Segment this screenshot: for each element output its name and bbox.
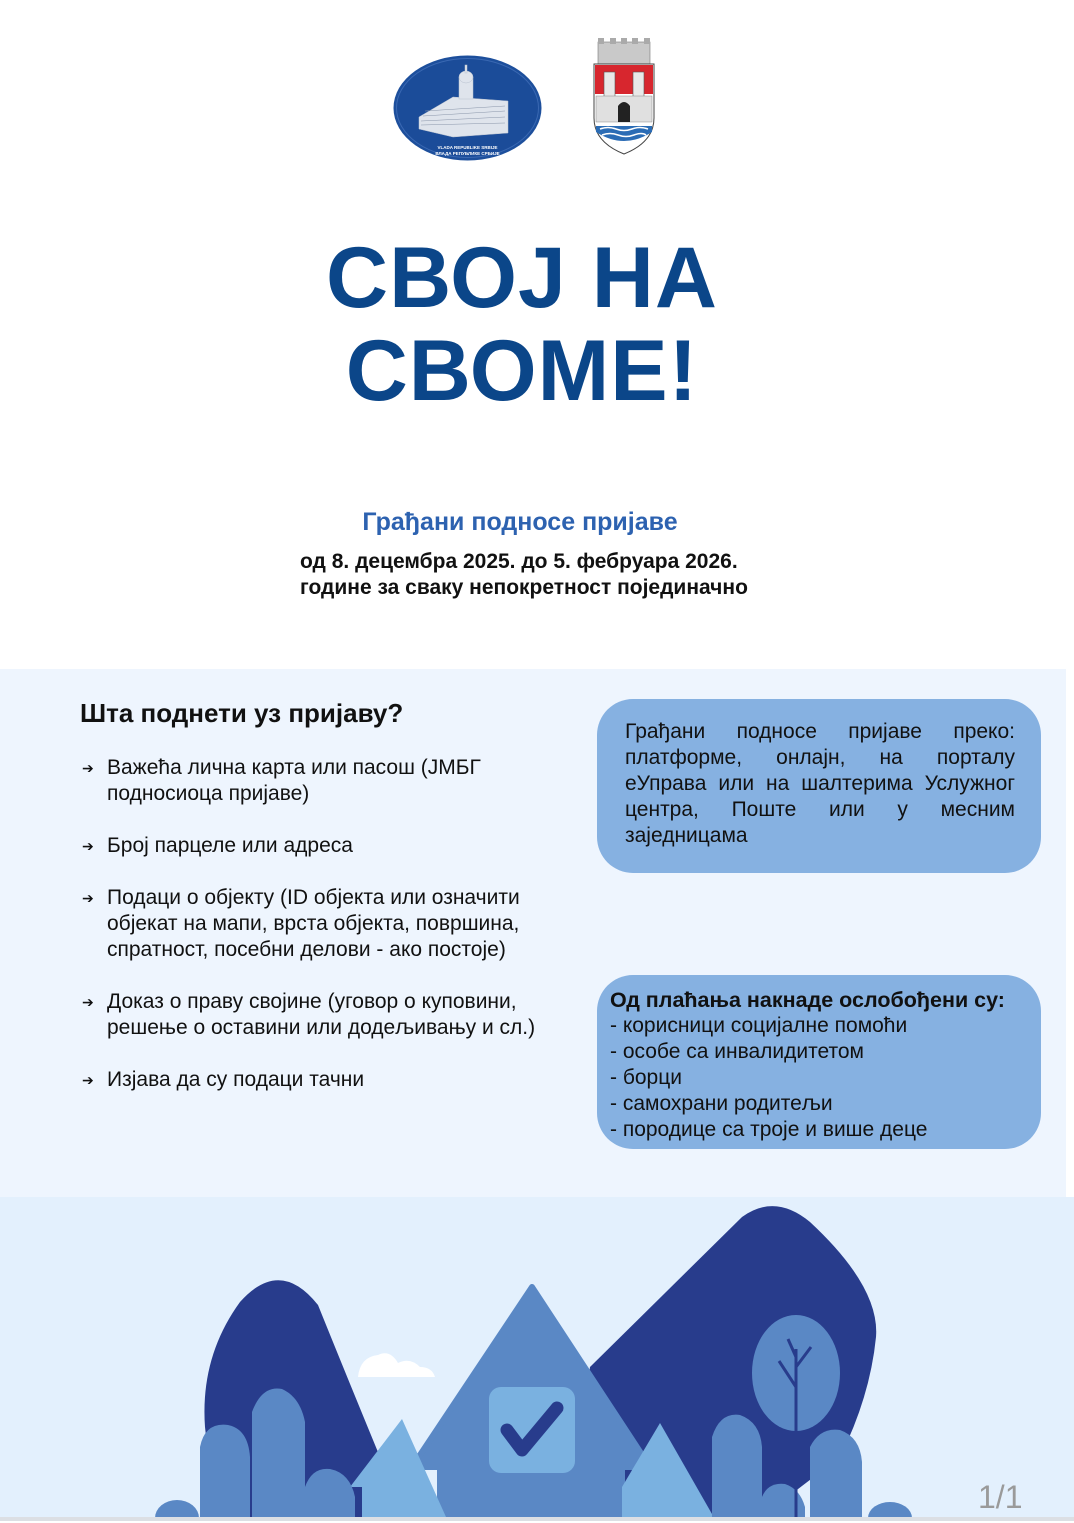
exemption-heading: Од плаћања накнаде ослобођени су: xyxy=(610,988,1005,1012)
government-logo xyxy=(393,55,542,161)
logo-caption-line1: VLADA REPUBLIKE SRBIJE xyxy=(437,145,498,150)
date-range xyxy=(300,549,820,601)
exemption-item: - борци xyxy=(610,1066,682,1089)
submission-channels-text: Грађани подносе пријаве преко: платформе, онлајн, на порталу еУправа или на шалтерима Услужног центра, Поште или у месним заједницама xyxy=(625,720,1015,847)
list-item: ➔ Број парцеле или адреса xyxy=(82,834,353,857)
exemption-item: - породице са троје и више деце xyxy=(610,1118,928,1141)
submission-channels-box xyxy=(597,699,1041,873)
date-line-2: године за сваку непокретност појединачно xyxy=(300,576,748,599)
exemption-item: - корисници социјалне помоћи xyxy=(610,1014,908,1037)
coat-of-arms-icon xyxy=(592,38,656,156)
arrow-right-icon: ➔ xyxy=(82,890,94,906)
arrow-right-icon: ➔ xyxy=(82,994,94,1010)
subtitle: Грађани подносе пријаве xyxy=(362,508,678,536)
list-item: ➔ Доказ о праву својине (уговор о куповини, решење о оставини или додељивању и сл.) xyxy=(82,990,536,1039)
arrow-right-icon: ➔ xyxy=(82,760,94,776)
title-line-2: СВОМЕ! xyxy=(345,323,699,419)
logo-caption-line2: ВЛАДА РЕПУБЛИКЕ СРБИЈЕ xyxy=(435,151,500,156)
list-item: ➔ Подаци о објекту (ID објекта или означити објекат на мапи, врста објекта, површина, спратност, посебни делови - ако постоје) xyxy=(82,886,520,961)
list-item: ➔ Важећа лична карта или пасош (ЈМБГ подносиоца пријаве) xyxy=(82,756,481,805)
arrow-right-icon: ➔ xyxy=(82,1072,94,1088)
title-line-1: СВОЈ НА xyxy=(326,230,718,326)
exemption-item: - самохрани родитељи xyxy=(610,1092,833,1115)
logo-row xyxy=(0,38,1074,168)
page-bottom-border xyxy=(0,1517,1074,1521)
requirements-list xyxy=(80,755,570,1119)
page-title xyxy=(0,232,1044,418)
date-line-1: од 8. децембра 2025. до 5. фебруара 2026. xyxy=(300,550,738,573)
fee-exemption-box xyxy=(597,975,1041,1149)
page-indicator: 1/1 xyxy=(978,1479,1023,1515)
list-item: ➔ Изјава да су подаци тачни xyxy=(82,1068,365,1091)
info-panel xyxy=(0,669,1066,1197)
arrow-right-icon: ➔ xyxy=(82,838,94,854)
house-illustration xyxy=(0,1197,1074,1518)
requirements-heading: Шта поднети уз пријаву? xyxy=(80,698,404,728)
landscape-illustration xyxy=(0,1197,1074,1518)
exemption-item: - особе са инвалидитетом xyxy=(610,1040,864,1063)
